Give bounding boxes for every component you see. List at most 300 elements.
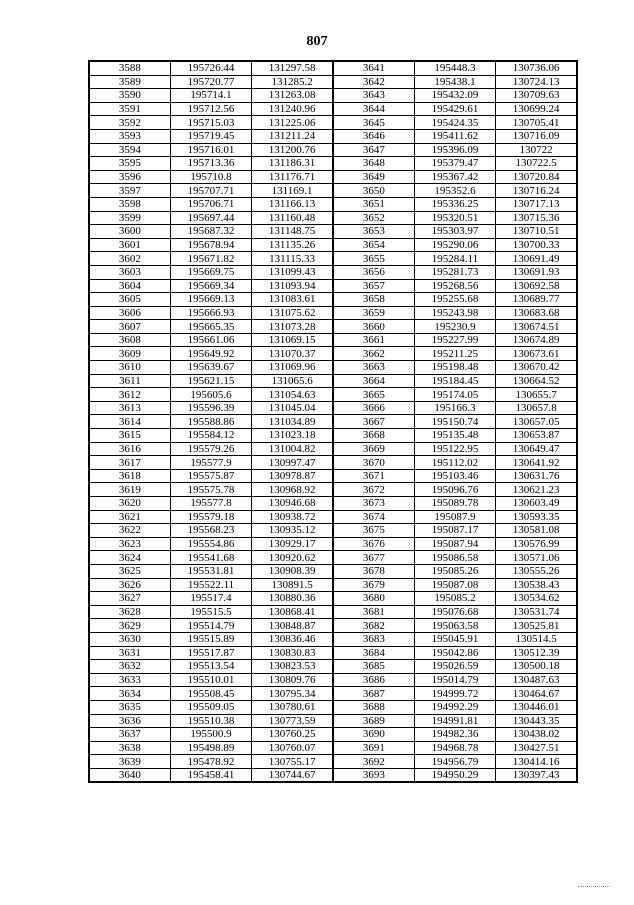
y-coordinate-cell: 130512.39 [496,646,577,660]
x-coordinate-cell: 195103.46 [414,469,495,483]
y-coordinate-cell: 130534.62 [496,592,577,606]
table-row [89,116,577,130]
x-coordinate-cell: 195087.9 [414,510,495,524]
y-coordinate-cell: 131240.96 [252,102,333,116]
y-coordinate-cell: 130464.67 [496,687,577,701]
point-number-cell: 3592 [89,116,170,130]
x-coordinate-cell: 195575.78 [170,483,251,497]
x-coordinate-cell: 195352.6 [414,184,495,198]
point-number-cell: 3689 [333,714,414,728]
point-number-cell: 3682 [333,619,414,633]
point-number-cell: 3600 [89,225,170,239]
table-row [89,238,577,252]
y-coordinate-cell: 131023.18 [252,429,333,443]
x-coordinate-cell: 195649.92 [170,347,251,361]
x-coordinate-cell: 195605.6 [170,388,251,402]
point-number-cell: 3686 [333,673,414,687]
x-coordinate-cell: 195713.36 [170,157,251,171]
point-number-cell: 3658 [333,293,414,307]
table-row [89,184,577,198]
x-coordinate-cell: 195500.9 [170,728,251,742]
table-row [89,551,577,565]
point-number-cell: 3599 [89,211,170,225]
point-number-cell: 3649 [333,170,414,184]
table-row [89,632,577,646]
y-coordinate-cell: 130997.47 [252,456,333,470]
page-number: 807 [306,34,328,49]
y-coordinate-cell: 130674.89 [496,333,577,347]
point-number-cell: 3667 [333,415,414,429]
table-row [89,592,577,606]
y-coordinate-cell: 130780.61 [252,700,333,714]
y-coordinate-cell: 130691.93 [496,265,577,279]
x-coordinate-cell: 195707.71 [170,184,251,198]
table-row [89,714,577,728]
point-number-cell: 3635 [89,700,170,714]
y-coordinate-cell: 130773.59 [252,714,333,728]
y-coordinate-cell: 130908.39 [252,564,333,578]
x-coordinate-cell: 195714.1 [170,89,251,103]
y-coordinate-cell: 131186.31 [252,157,333,171]
table-row [89,143,577,157]
x-coordinate-cell: 195710.8 [170,170,251,184]
point-number-cell: 3622 [89,524,170,538]
y-coordinate-cell: 130716.24 [496,184,577,198]
point-number-cell: 3675 [333,524,414,538]
x-coordinate-cell: 195719.45 [170,129,251,143]
point-number-cell: 3684 [333,646,414,660]
x-coordinate-cell: 195396.09 [414,143,495,157]
x-coordinate-cell: 195669.75 [170,265,251,279]
point-number-cell: 3608 [89,333,170,347]
point-number-cell: 3618 [89,469,170,483]
x-coordinate-cell: 195150.74 [414,415,495,429]
point-number-cell: 3648 [333,157,414,171]
y-coordinate-cell: 131225.06 [252,116,333,130]
x-coordinate-cell: 195712.56 [170,102,251,116]
y-coordinate-cell: 130717.13 [496,197,577,211]
x-coordinate-cell: 195087.94 [414,537,495,551]
x-coordinate-cell: 195112.02 [414,456,495,470]
x-coordinate-cell: 195517.87 [170,646,251,660]
point-number-cell: 3605 [89,293,170,307]
y-coordinate-cell: 130443.35 [496,714,577,728]
y-coordinate-cell: 130722.5 [496,157,577,171]
table-row [89,564,577,578]
x-coordinate-cell: 195669.34 [170,279,251,293]
x-coordinate-cell: 195716.01 [170,143,251,157]
y-coordinate-cell: 131148.75 [252,225,333,239]
y-coordinate-cell: 130760.07 [252,741,333,755]
table-row [89,700,577,714]
x-coordinate-cell: 195515.89 [170,632,251,646]
x-coordinate-cell: 195014.79 [414,673,495,687]
point-number-cell: 3639 [89,755,170,769]
y-coordinate-cell: 130500.18 [496,660,577,674]
y-coordinate-cell: 131065.6 [252,374,333,388]
x-coordinate-cell: 195687.32 [170,225,251,239]
point-number-cell: 3691 [333,741,414,755]
point-number-cell: 3663 [333,361,414,375]
point-number-cell: 3637 [89,728,170,742]
point-number-cell: 3676 [333,537,414,551]
point-number-cell: 3668 [333,429,414,443]
point-number-cell: 3685 [333,660,414,674]
y-coordinate-cell: 131093.94 [252,279,333,293]
coordinate-table [88,60,578,783]
x-coordinate-cell: 195379.47 [414,157,495,171]
x-coordinate-cell: 194950.29 [414,768,495,782]
y-coordinate-cell: 130603.49 [496,497,577,511]
x-coordinate-cell: 195515.5 [170,605,251,619]
x-coordinate-cell: 195063.58 [414,619,495,633]
y-coordinate-cell: 130593.35 [496,510,577,524]
table-row [89,265,577,279]
x-coordinate-cell: 194999.72 [414,687,495,701]
y-coordinate-cell: 130720.84 [496,170,577,184]
x-coordinate-cell: 195448.3 [414,61,495,75]
point-number-cell: 3653 [333,225,414,239]
table-row [89,619,577,633]
point-number-cell: 3595 [89,157,170,171]
x-coordinate-cell: 195087.17 [414,524,495,538]
table-row [89,347,577,361]
point-number-cell: 3627 [89,592,170,606]
x-coordinate-cell: 195085.2 [414,592,495,606]
point-number-cell: 3647 [333,143,414,157]
point-number-cell: 3681 [333,605,414,619]
x-coordinate-cell: 195510.38 [170,714,251,728]
point-number-cell: 3607 [89,320,170,334]
y-coordinate-cell: 131135.26 [252,238,333,252]
point-number-cell: 3670 [333,456,414,470]
x-coordinate-cell: 195284.11 [414,252,495,266]
y-coordinate-cell: 130657.8 [496,401,577,415]
y-coordinate-cell: 130830.83 [252,646,333,660]
x-coordinate-cell: 195577.9 [170,456,251,470]
point-number-cell: 3672 [333,483,414,497]
y-coordinate-cell: 131034.89 [252,415,333,429]
y-coordinate-cell: 130823.53 [252,660,333,674]
point-number-cell: 3673 [333,497,414,511]
table-row [89,578,577,592]
y-coordinate-cell: 130891.5 [252,578,333,592]
point-number-cell: 3623 [89,537,170,551]
table-row [89,293,577,307]
y-coordinate-cell: 131166.13 [252,197,333,211]
point-number-cell: 3641 [333,61,414,75]
table-row [89,89,577,103]
x-coordinate-cell: 195076.68 [414,605,495,619]
y-coordinate-cell: 131045.04 [252,401,333,415]
point-number-cell: 3692 [333,755,414,769]
y-coordinate-cell: 130446.01 [496,700,577,714]
table-row [89,605,577,619]
y-coordinate-cell: 130755.17 [252,755,333,769]
y-coordinate-cell: 131176.71 [252,170,333,184]
table-row [89,211,577,225]
x-coordinate-cell: 195166.3 [414,401,495,415]
point-number-cell: 3644 [333,102,414,116]
y-coordinate-cell: 130736.06 [496,61,577,75]
point-number-cell: 3678 [333,564,414,578]
x-coordinate-cell: 195320.51 [414,211,495,225]
x-coordinate-cell: 195198.48 [414,361,495,375]
x-coordinate-cell: 195243.98 [414,306,495,320]
y-coordinate-cell: 130664.52 [496,374,577,388]
x-coordinate-cell: 195135.48 [414,429,495,443]
point-number-cell: 3683 [333,632,414,646]
x-coordinate-cell: 195478.92 [170,755,251,769]
y-coordinate-cell: 131069.96 [252,361,333,375]
y-coordinate-cell: 130699.24 [496,102,577,116]
x-coordinate-cell: 195665.35 [170,320,251,334]
y-coordinate-cell: 130848.87 [252,619,333,633]
y-coordinate-cell: 130670.42 [496,361,577,375]
y-coordinate-cell: 130710.51 [496,225,577,239]
y-coordinate-cell: 130641.92 [496,456,577,470]
point-number-cell: 3612 [89,388,170,402]
point-number-cell: 3674 [333,510,414,524]
x-coordinate-cell: 195096.76 [414,483,495,497]
x-coordinate-cell: 195579.18 [170,510,251,524]
x-coordinate-cell: 195303.97 [414,225,495,239]
y-coordinate-cell: 131160.48 [252,211,333,225]
table-row [89,456,577,470]
point-number-cell: 3598 [89,197,170,211]
x-coordinate-cell: 195579.26 [170,442,251,456]
x-coordinate-cell: 195255.68 [414,293,495,307]
table-row [89,741,577,755]
x-coordinate-cell: 195514.79 [170,619,251,633]
point-number-cell: 3590 [89,89,170,103]
point-number-cell: 3664 [333,374,414,388]
table-row [89,61,577,75]
coordinate-table-body [89,61,577,782]
table-row [89,320,577,334]
x-coordinate-cell: 195230.9 [414,320,495,334]
x-coordinate-cell: 195706.71 [170,197,251,211]
point-number-cell: 3651 [333,197,414,211]
x-coordinate-cell: 195026.59 [414,660,495,674]
y-coordinate-cell: 130946.68 [252,497,333,511]
table-row [89,333,577,347]
x-coordinate-cell: 195522.11 [170,578,251,592]
point-number-cell: 3636 [89,714,170,728]
x-coordinate-cell: 194991.81 [414,714,495,728]
table-row [89,225,577,239]
x-coordinate-cell: 195639.67 [170,361,251,375]
table-row [89,361,577,375]
point-number-cell: 3640 [89,768,170,782]
point-number-cell: 3656 [333,265,414,279]
point-number-cell: 3688 [333,700,414,714]
point-number-cell: 3602 [89,252,170,266]
x-coordinate-cell: 195669.13 [170,293,251,307]
y-coordinate-cell: 131069.15 [252,333,333,347]
point-number-cell: 3665 [333,388,414,402]
y-coordinate-cell: 130929.17 [252,537,333,551]
x-coordinate-cell: 195517.4 [170,592,251,606]
table-row [89,170,577,184]
y-coordinate-cell: 131070.37 [252,347,333,361]
point-number-cell: 3659 [333,306,414,320]
x-coordinate-cell: 194956.79 [414,755,495,769]
y-coordinate-cell: 130809.76 [252,673,333,687]
point-number-cell: 3593 [89,129,170,143]
y-coordinate-cell: 130397.43 [496,768,577,782]
y-coordinate-cell: 130576.99 [496,537,577,551]
y-coordinate-cell: 130868.41 [252,605,333,619]
y-coordinate-cell: 130744.67 [252,768,333,782]
point-number-cell: 3597 [89,184,170,198]
x-coordinate-cell: 195697.44 [170,211,251,225]
point-number-cell: 3601 [89,238,170,252]
table-row [89,429,577,443]
point-number-cell: 3626 [89,578,170,592]
table-row [89,483,577,497]
point-number-cell: 3661 [333,333,414,347]
point-number-cell: 3690 [333,728,414,742]
point-number-cell: 3611 [89,374,170,388]
x-coordinate-cell: 195458.41 [170,768,251,782]
table-row [89,415,577,429]
table-row [89,646,577,660]
x-coordinate-cell: 195227.99 [414,333,495,347]
table-row [89,442,577,456]
table-row [89,197,577,211]
table-row [89,157,577,171]
table-row [89,673,577,687]
x-coordinate-cell: 195508.45 [170,687,251,701]
x-coordinate-cell: 195541.68 [170,551,251,565]
point-number-cell: 3669 [333,442,414,456]
point-number-cell: 3609 [89,347,170,361]
point-number-cell: 3677 [333,551,414,565]
y-coordinate-cell: 131211.24 [252,129,333,143]
table-row [89,469,577,483]
point-number-cell: 3619 [89,483,170,497]
y-coordinate-cell: 131200.76 [252,143,333,157]
point-number-cell: 3652 [333,211,414,225]
table-row [89,374,577,388]
x-coordinate-cell: 195577.8 [170,497,251,511]
y-coordinate-cell: 130531.74 [496,605,577,619]
y-coordinate-cell: 130968.92 [252,483,333,497]
x-coordinate-cell: 195268.56 [414,279,495,293]
x-coordinate-cell: 195666.93 [170,306,251,320]
table-row [89,537,577,551]
point-number-cell: 3693 [333,768,414,782]
x-coordinate-cell: 195174.05 [414,388,495,402]
y-coordinate-cell: 131004.82 [252,442,333,456]
point-number-cell: 3643 [333,89,414,103]
table-row [89,524,577,538]
footer-mark [578,886,610,887]
y-coordinate-cell: 130836.46 [252,632,333,646]
x-coordinate-cell: 194992.29 [414,700,495,714]
y-coordinate-cell: 130657.05 [496,415,577,429]
point-number-cell: 3621 [89,510,170,524]
y-coordinate-cell: 130514.5 [496,632,577,646]
point-number-cell: 3679 [333,578,414,592]
y-coordinate-cell: 130631.76 [496,469,577,483]
x-coordinate-cell: 195671.82 [170,252,251,266]
point-number-cell: 3620 [89,497,170,511]
point-number-cell: 3645 [333,116,414,130]
y-coordinate-cell: 130715.36 [496,211,577,225]
x-coordinate-cell: 195424.35 [414,116,495,130]
x-coordinate-cell: 195584.12 [170,429,251,443]
y-coordinate-cell: 130525.81 [496,619,577,633]
point-number-cell: 3604 [89,279,170,293]
x-coordinate-cell: 195087.08 [414,578,495,592]
y-coordinate-cell: 130978.87 [252,469,333,483]
table-row [89,279,577,293]
point-number-cell: 3655 [333,252,414,266]
table-row [89,129,577,143]
y-coordinate-cell: 130621.23 [496,483,577,497]
point-number-cell: 3630 [89,632,170,646]
point-number-cell: 3588 [89,61,170,75]
point-number-cell: 3671 [333,469,414,483]
point-number-cell: 3625 [89,564,170,578]
x-coordinate-cell: 195045.91 [414,632,495,646]
table-row [89,510,577,524]
x-coordinate-cell: 195661.06 [170,333,251,347]
y-coordinate-cell: 130795.34 [252,687,333,701]
x-coordinate-cell: 195715.03 [170,116,251,130]
x-coordinate-cell: 195281.73 [414,265,495,279]
x-coordinate-cell: 195678.94 [170,238,251,252]
point-number-cell: 3650 [333,184,414,198]
table-row [89,687,577,701]
point-number-cell: 3610 [89,361,170,375]
point-number-cell: 3633 [89,673,170,687]
x-coordinate-cell: 195568.23 [170,524,251,538]
table-row [89,768,577,782]
y-coordinate-cell: 130935.12 [252,524,333,538]
x-coordinate-cell: 195184.45 [414,374,495,388]
point-number-cell: 3628 [89,605,170,619]
x-coordinate-cell: 195122.95 [414,442,495,456]
x-coordinate-cell: 195042.86 [414,646,495,660]
point-number-cell: 3616 [89,442,170,456]
point-number-cell: 3624 [89,551,170,565]
table-row [89,497,577,511]
x-coordinate-cell: 194982.36 [414,728,495,742]
y-coordinate-cell: 130920.62 [252,551,333,565]
point-number-cell: 3634 [89,687,170,701]
x-coordinate-cell: 195596.39 [170,401,251,415]
table-row [89,388,577,402]
x-coordinate-cell: 195554.86 [170,537,251,551]
x-coordinate-cell: 195575.87 [170,469,251,483]
x-coordinate-cell: 195531.81 [170,564,251,578]
y-coordinate-cell: 130571.06 [496,551,577,565]
point-number-cell: 3614 [89,415,170,429]
table-row [89,401,577,415]
x-coordinate-cell: 195429.61 [414,102,495,116]
y-coordinate-cell: 130487.63 [496,673,577,687]
table-row [89,755,577,769]
x-coordinate-cell: 195720.77 [170,75,251,89]
y-coordinate-cell: 130692.58 [496,279,577,293]
y-coordinate-cell: 131263.08 [252,89,333,103]
y-coordinate-cell: 130691.49 [496,252,577,266]
point-number-cell: 3629 [89,619,170,633]
x-coordinate-cell: 195290.06 [414,238,495,252]
